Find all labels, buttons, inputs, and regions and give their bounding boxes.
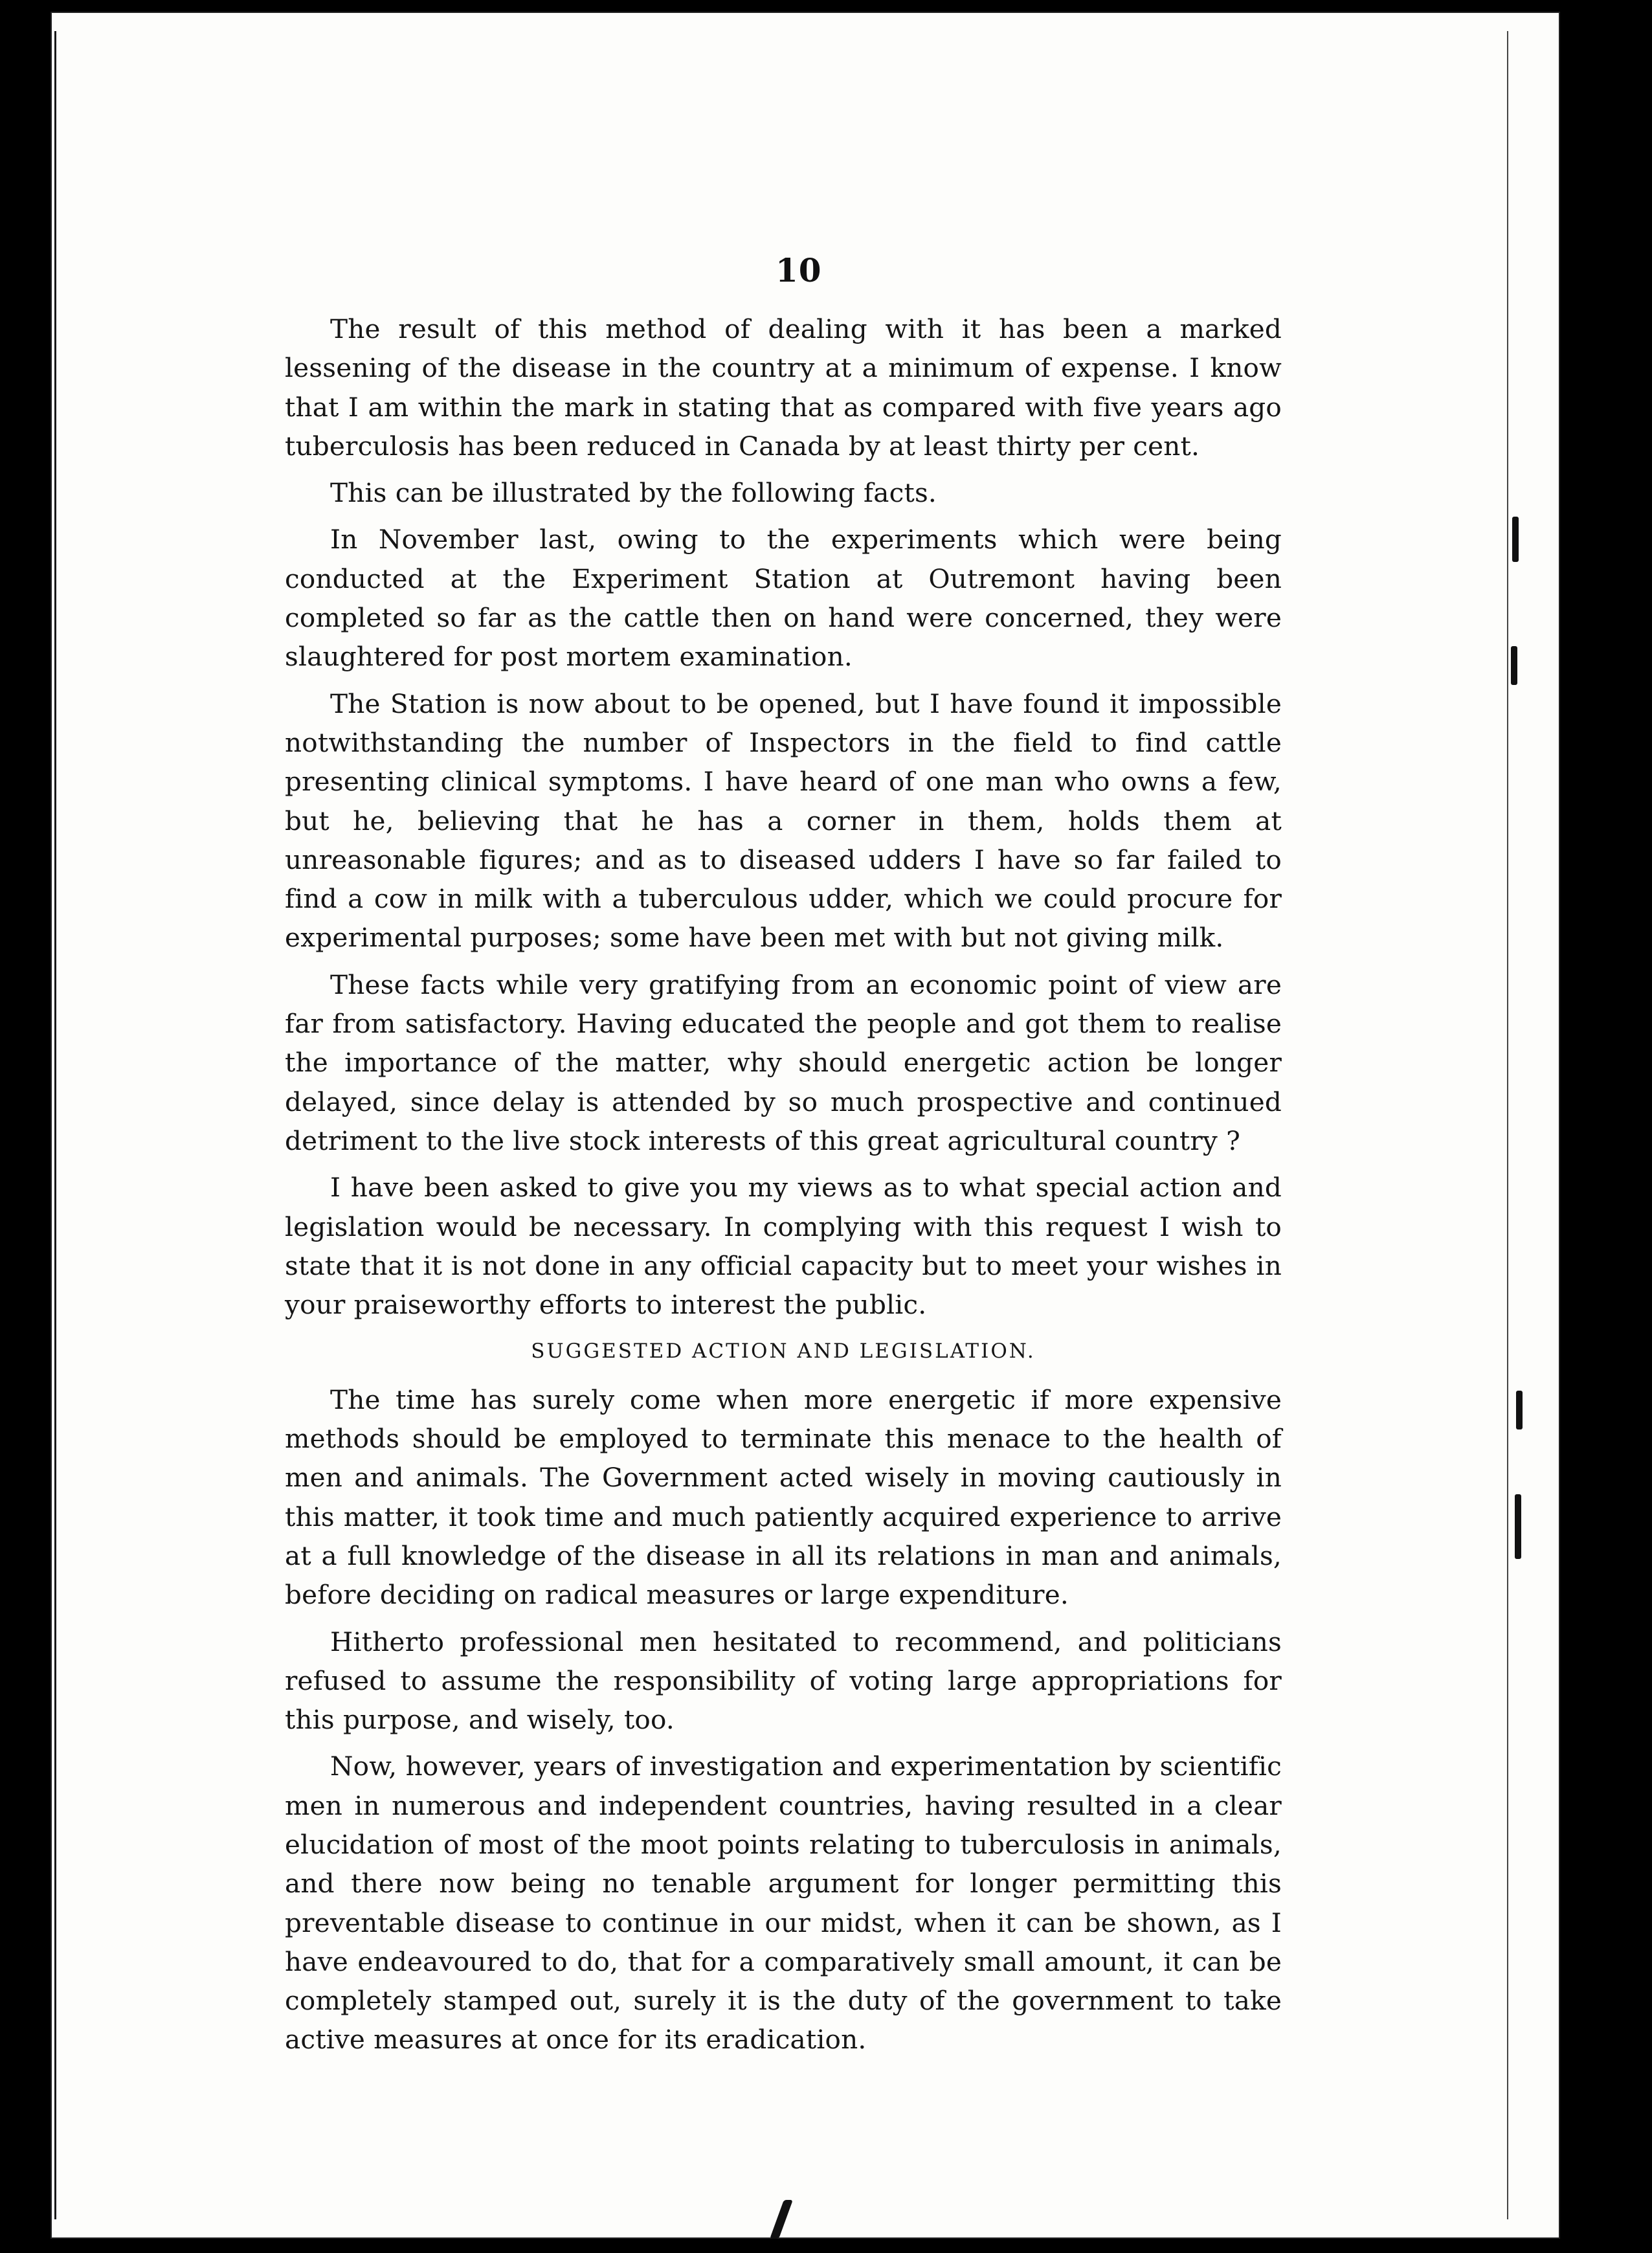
- paragraph: In November last, owing to the experiments which were being conducted at the Experiment Station at Outremont having been completed so far as the cattle then on hand were concerned, they were slaughtered for post mortem examination.: [285, 524, 1282, 673]
- margin-speck: [1516, 1391, 1523, 1429]
- page-number: 10: [776, 251, 822, 289]
- paragraph: The Station is now about to be opened, but I have found it impossible notwithstanding the number of Inspectors in the field to find cattle presenting clinical symptoms. I have heard of one man who owns a few, but he, believing that he has a corner in them, holds them at unreasonable figures; and as to diseased udders I have so far failed to find a cow in milk with a tuberculous udder, which we could procure for experimental purposes; some have been met with but not giving milk.: [285, 688, 1282, 954]
- margin-speck: [770, 2200, 793, 2239]
- margin-speck: [1515, 1494, 1521, 1559]
- left-page-edge: [54, 31, 56, 2219]
- paragraph: The result of this method of dealing with it has been a marked lessening of the disease in the country at a minimum of expense. I know that I am within the mark in stating that as compared with five years ago tuberculosis has been reduced in Canada by at least thirty per cent.: [285, 313, 1282, 462]
- paragraph: These facts while very gratifying from an economic point of view are far from satisfactory. Having educated the people and got them to realise the importance of the matter, why should energetic action be longer delayed, since delay is attended by so much prospective and continued detriment to the live stock interests of this great agricultural country ?: [285, 969, 1282, 1156]
- margin-speck: [1512, 517, 1519, 562]
- paragraph: Now, however, years of investigation and experimentation by scientific men in numerous and independent countries, having resulted in a clear elucidation of most of the moot points relating to tuberculosis in animals, and there now being no tenable argument for longer permitting this preventable disease to continue in our midst, when it can be shown, as I have endeavoured to do, that for a comparatively small amount, it can be completely stamped out, surely it is the duty of the government to take active measures at once for its eradication.: [285, 1751, 1282, 2056]
- paragraph: The time has surely come when more energetic if more expensive methods should be employed to terminate this menace to the health of men and animals. The Government acted wisely in moving cautiously in this matter, it took time and much patiently acquired experience to arrive at a full knowledge of the disease in all its relations in man and animals, before deciding on radical measures or large expenditure.: [285, 1384, 1282, 1611]
- section-heading: SUGGESTED ACTION AND LEGISLATION.: [531, 1339, 1036, 1363]
- margin-speck: [1511, 646, 1517, 685]
- paragraph: Hitherto professional men hesitated to recommend, and politicians refused to assume the responsibility of voting large appropriations for this purpose, and wisely, too.: [285, 1626, 1282, 1736]
- paragraph: This can be illustrated by the following facts.: [330, 477, 937, 509]
- body-text: [285, 309, 1282, 2067]
- paragraph: I have been asked to give you my views as to what special action and legislation would be necessary. In complying with this request I wish to state that it is not done in any official capacity but to meet your wishes in your praiseworthy efforts to interest the public.: [285, 1172, 1282, 1321]
- right-page-edge: [1507, 31, 1508, 2219]
